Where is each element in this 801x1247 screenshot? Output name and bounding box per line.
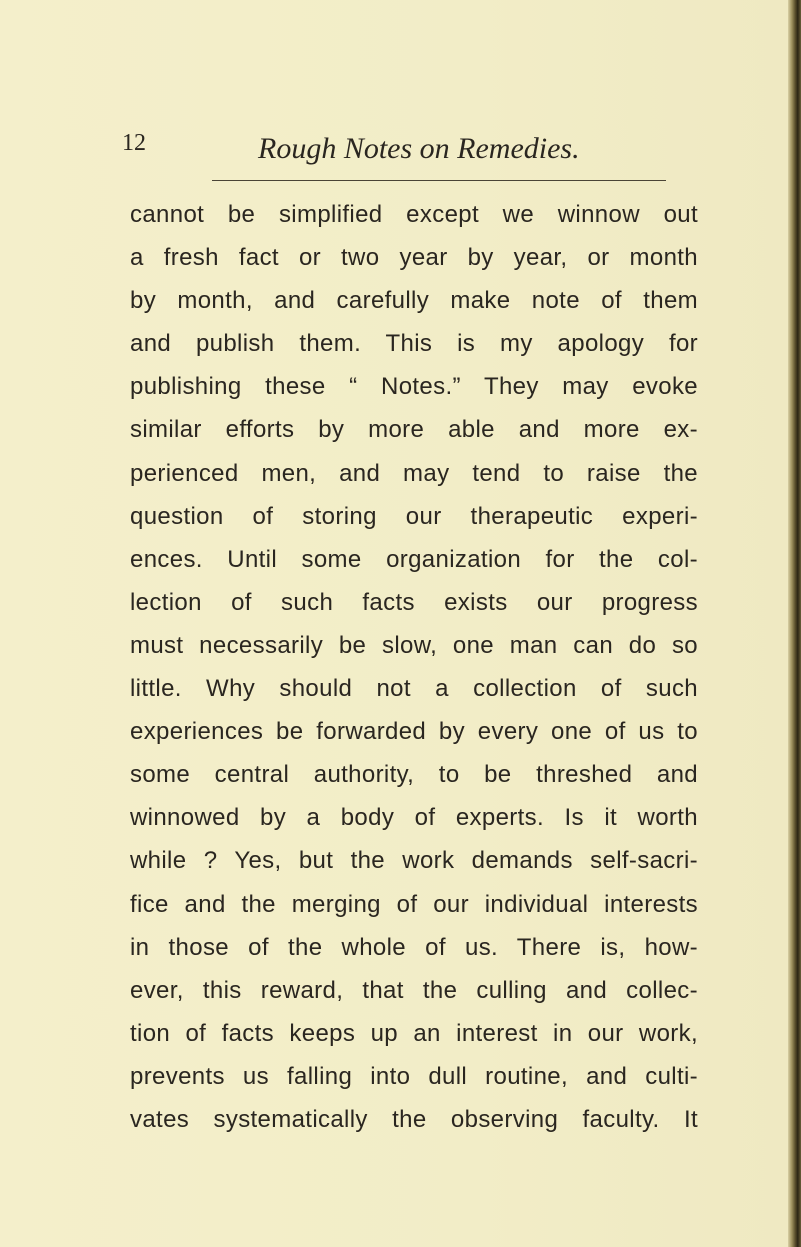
text-line: some central authority, to be threshed and	[130, 761, 698, 789]
text-line: publishing these “ Notes.” They may evoke	[130, 373, 698, 401]
page-number: 12	[122, 130, 146, 156]
text-line: by month, and carefully make note of them	[130, 287, 698, 315]
text-line: ever, this reward, that the culling and collec-	[130, 976, 698, 1004]
text-line: perienced men, and may tend to raise the	[130, 459, 698, 487]
text-line: tion of facts keeps up an interest in our work,	[130, 1019, 698, 1047]
text-line: a fresh fact or two year by year, or month	[130, 244, 698, 272]
page-header	[0, 118, 788, 165]
book-spine-edge	[788, 0, 801, 1247]
text-line: experiences be forwarded by every one of us to	[130, 718, 698, 746]
running-title: Rough Notes on Remedies.	[258, 132, 580, 165]
header-rule	[212, 180, 666, 181]
text-line: little. Why should not a collection of such	[130, 675, 698, 703]
text-line: must necessarily be slow, one man can do so	[130, 631, 698, 659]
text-line: vates systematically the observing faculty. It	[130, 1105, 698, 1133]
text-line: and publish them. This is my apology for	[130, 330, 698, 358]
text-line: fice and the merging of our individual interests	[130, 890, 698, 918]
text-line: prevents us falling into dull routine, and culti-	[130, 1062, 698, 1090]
text-line: while ? Yes, but the work demands self-sacri-	[130, 847, 698, 875]
body-text	[130, 193, 698, 1141]
text-line: winnowed by a body of experts. Is it worth	[130, 804, 698, 832]
text-line: lection of such facts exists our progress	[130, 588, 698, 616]
text-line: similar efforts by more able and more ex-	[130, 416, 698, 444]
text-line: in those of the whole of us. There is, how-	[130, 933, 698, 961]
text-line: question of storing our therapeutic experi-	[130, 502, 698, 530]
text-line: cannot be simplified except we winnow out	[130, 201, 698, 228]
text-line: ences. Until some organization for the col-	[130, 545, 698, 573]
